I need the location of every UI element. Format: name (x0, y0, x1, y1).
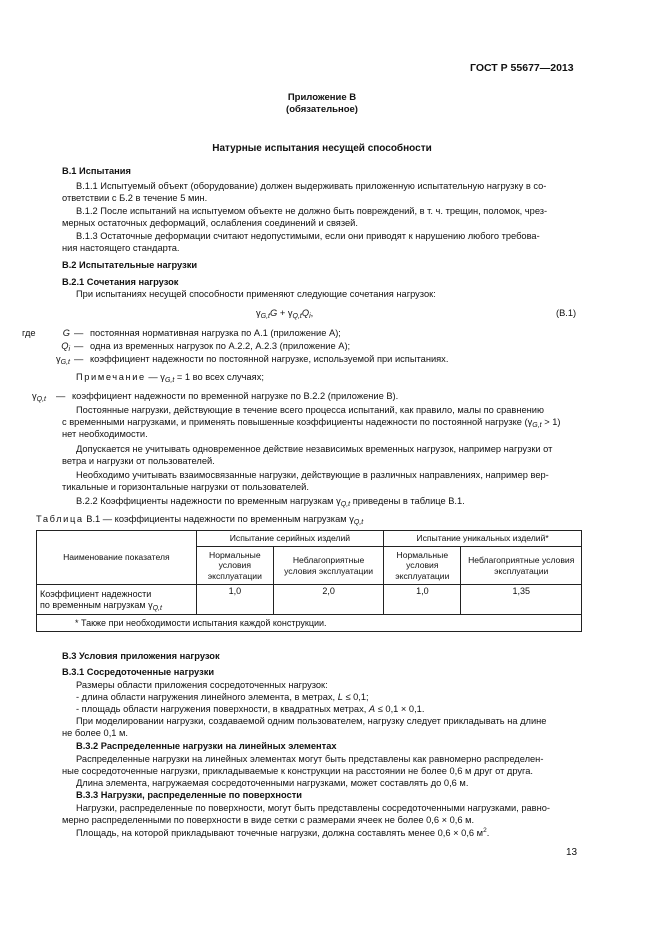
table-cell: 1,0 (384, 585, 461, 615)
where-item: $\gamma_{G,t}$ — коэффициент надежности по постоянной нагрузке, используемой при испытаниях. (56, 354, 449, 366)
paragraph: Необходимо учитывать взаимосвязанные нагрузки, действующие в различных направлениях, например вер- (76, 470, 549, 480)
section-heading-b3: В.3 Условия приложения нагрузок (62, 651, 220, 661)
paragraph: ветра и нагрузки от пользователей. (62, 456, 215, 466)
paragraph: В.1.2 После испытаний на испытуемом объекте не должно быть повреждений, в т. ч. трещин, поломок, чрез- (76, 206, 548, 216)
subsection-heading: В.3.1 Сосредоточенные нагрузки (62, 667, 215, 677)
paragraph: Площадь, на которой прикладывают точечные нагрузки, должна составлять менее 0,6 × 0,6 $м^2$. (76, 827, 490, 838)
list-item: - площадь области нагружения поверхности, в квадратных метрах, A ≤ 0,1 × 0,1. (76, 704, 425, 714)
paragraph: Постоянные нагрузки, действующие в течение всего процесса испытаний, как правило, малы по сравнению (76, 405, 544, 415)
column-header: Неблагоприятные условия эксплуатации (461, 547, 582, 585)
paragraph: В.1.3 Остаточные деформации считают недопустимыми, если они приводят к нарушению любого требова- (76, 231, 540, 241)
where-item: $Q_i$ — одна из временных нагрузок по А.2.2, А.2.3 (приложение А); (61, 341, 351, 353)
paragraph: тикальные и горизонтальные нагрузки от пользователей. (62, 482, 309, 492)
list-item: - длина области нагружения линейного элемента, в метрах, L ≤ 0,1; (76, 692, 369, 702)
standard-header: ГОСТ Р 55677—2013 (470, 62, 574, 74)
paragraph: не более 0,1 м. (62, 728, 129, 738)
table-cell: 1,0 (196, 585, 273, 615)
appendix-title: Приложение В (287, 92, 357, 103)
page-number: 13 (566, 847, 578, 858)
paragraph: Распределенные нагрузки на линейных элементах могут быть представлены как равномерно распределен- (76, 754, 544, 764)
paragraph: Допускается не учитывать одновременное действие независимых временных нагрузок, например нагрузки от (76, 444, 553, 454)
formula-number: (В.1) (556, 308, 577, 318)
paragraph: В.1.1 Испытуемый объект (оборудование) должен выдерживать приложенную испытательную нагрузку в со- (76, 181, 547, 191)
where-item: $\gamma_{Q,t}$ — коэффициент надежности по временной нагрузке по В.2.2 (приложение В). (32, 391, 399, 403)
paragraph: При испытаниях несущей способности применяют следующие сочетания нагрузок: (76, 289, 436, 299)
column-group-header: Испытание серийных изделий (196, 531, 384, 547)
paragraph: При моделировании нагрузки, создаваемой одним пользователем, нагрузку следует прикладывать на длине (76, 716, 547, 726)
paragraph: ответствии с Б.2 в течение 5 мин. (62, 193, 208, 203)
paragraph: ные сосредоточенные нагрузки, прикладываемые к конструкции на расстоянии не более 0,6 м друг от друга. (62, 766, 533, 776)
column-header: Нормальные условия эксплуатации (384, 547, 461, 585)
coefficients-table (36, 530, 582, 632)
subsection-heading: В.3.2 Распределенные нагрузки на линейных элементах (76, 741, 337, 751)
table-cell: 2,0 (273, 585, 383, 615)
paragraph: В.2.2 Коэффициенты надежности по временным нагрузкам $\gamma_{Q,t}$ приведены в таблице В.1. (76, 496, 465, 508)
table-footnote: * Также при необходимости испытания каждой конструкции. (37, 615, 582, 632)
table-cell: 1,35 (461, 585, 582, 615)
paragraph: мерно распределенными по поверхности в виде сетки с размерами ячеек не более 0,6 × 0,6 м. (62, 815, 475, 825)
paragraph: ния настоящего стандарта. (62, 243, 180, 253)
subsection-heading: В.2.1 Сочетания нагрузок (62, 277, 179, 287)
paragraph: мерных остаточных деформаций, ослабления соединений и связей. (62, 218, 358, 228)
table-caption: Таблица В.1 — коэффициенты надежности по временным нагрузкам $\gamma_{Q,t}$ (36, 514, 364, 526)
row-label: Коэффициент надежности по временным нагрузкам $\gamma_{Q,t}$ (37, 585, 197, 615)
section-heading-b1: В.1 Испытания (62, 166, 131, 176)
paragraph: нет необходимости. (62, 429, 148, 439)
column-header: Неблагоприятные условия эксплуатации (273, 547, 383, 585)
column-header: Нормальные условия эксплуатации (196, 547, 273, 585)
note: Примечание — $\gamma_{G,t} = 1$ во всех случаях; (76, 372, 264, 384)
paragraph: Нагрузки, распределенные по поверхности, могут быть представлены сосредоточенными нагрузками, равно- (76, 803, 551, 813)
where-item: где G — постоянная нормативная нагрузка по А.1 (приложение А); (22, 328, 341, 338)
subsection-heading: В.3.3 Нагрузки, распределенные по поверхности (76, 790, 303, 800)
column-header: Наименование показателя (37, 531, 197, 585)
main-title: Натурные испытания несущей способности (212, 143, 432, 154)
section-heading-b2: В.2 Испытательные нагрузки (62, 260, 198, 270)
paragraph: Размеры области приложения сосредоточенных нагрузок: (76, 680, 328, 690)
appendix-status: (обязательное) (286, 104, 358, 115)
formula: $\gamma_{G,t}G + \gamma_{Q,t}Q_i$, (256, 308, 314, 320)
column-group-header: Испытание уникальных изделий* (384, 531, 582, 547)
paragraph: Длина элемента, нагружаемая сосредоточенными нагрузками, может составлять до 0,6 м. (76, 778, 469, 788)
paragraph: с временными нагрузками, и применять повышенные коэффициенты надежности по постоянной нагрузке $(\gamma_{G,t} > 1)$ (62, 417, 561, 429)
